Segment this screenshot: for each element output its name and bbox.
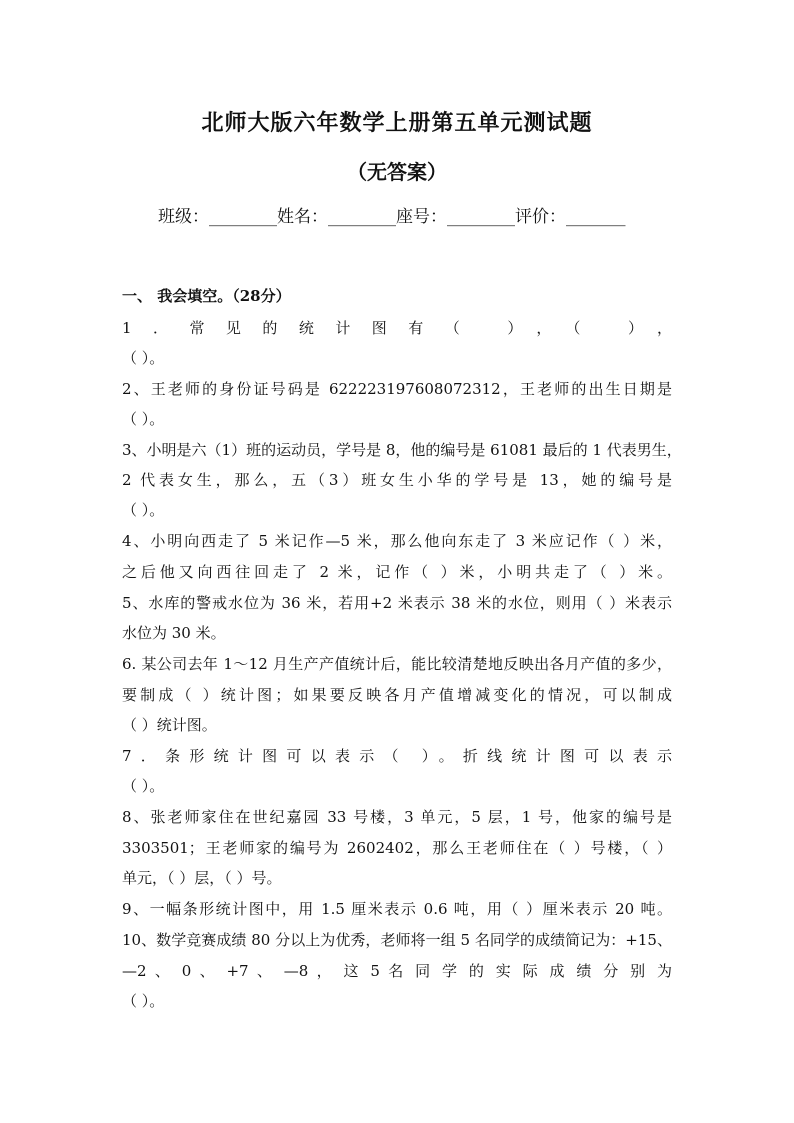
question-5-line-1: 5、水库的警戒水位为 36 米，若用+2 米表示 38 米的水位，则用（ ）米表示	[122, 594, 672, 612]
student-info-line: 班级：________姓名：________座号：________评价：_______	[158, 207, 626, 227]
question-7-line-1: 7．条形统计图可以表示（ ）。折线统计图可以表示	[122, 747, 672, 765]
section-heading: 一、 我会填空。（28分）	[122, 287, 291, 305]
question-10-line-1: 10、数学竞赛成绩 80 分以上为优秀，老师将一组 5 名同学的成绩简记为：+15、	[122, 931, 672, 949]
question-8-line-1: 8、张老师家住在世纪嘉园 33 号楼，3 单元，5 层，1 号，他家的编号是	[122, 808, 672, 826]
page-subtitle: （无答案）	[347, 160, 447, 184]
question-10-line-2: —2 、 0 、 +7 、 —8 ， 这 5 名 同 学 的 实 际 成 绩 分 别 为	[122, 962, 672, 980]
question-3-line-2: 2 代表女生，那么，五（3）班女生小华的学号是 13，她的编号是	[122, 471, 672, 489]
question-8-line-3: 单元，（ ）层，（ ）号。	[122, 869, 282, 887]
question-6-line-1: 6. 某公司去年 1～12 月生产产值统计后，能比较清楚地反映出各月产值的多少，	[122, 655, 672, 673]
question-4-line-2: 之后他又向西往回走了 2 米，记作（ ）米，小明共走了（ ）米。	[122, 563, 672, 581]
question-3-line-3: （ ）。	[122, 501, 165, 519]
question-3-line-1: 3、小明是六（1）班的运动员，学号是 8，他的编号是 61081 最后的 1 代表男生，	[122, 441, 682, 459]
question-7-line-2: （ ）。	[122, 777, 165, 795]
question-5-line-2: 水位为 30 米。	[122, 624, 226, 642]
question-4-line-1: 4、小明向西走了 5 米记作—5 米，那么他向东走了 3 米应记作（ ）米，	[122, 532, 672, 550]
question-2-line-2: （ ）。	[122, 410, 165, 428]
question-2-line-1: 2、王老师的身份证号码是 622223197608072312，王老师的出生日期是	[122, 380, 672, 398]
page-title: 北师大版六年数学上册第五单元测试题	[201, 110, 593, 136]
question-6-line-2: 要制成（ ）统计图；如果要反映各月产值增减变化的情况，可以制成	[122, 686, 672, 704]
question-10-line-3: （ ）。	[122, 992, 165, 1010]
question-6-line-3: （ ）统计图。	[122, 716, 217, 734]
question-1-line-1: 1．常见的统计图有（ ），（ ），	[122, 319, 672, 337]
question-8-line-2: 3303501；王老师家的编号为 2602402，那么王老师住在（ ）号楼，（ ）	[122, 839, 672, 857]
question-1-line-2: （ ）。	[122, 349, 165, 367]
question-9-line-1: 9、一幅条形统计图中，用 1.5 厘米表示 0.6 吨，用（ ）厘米表示 20 吨。	[122, 900, 672, 918]
